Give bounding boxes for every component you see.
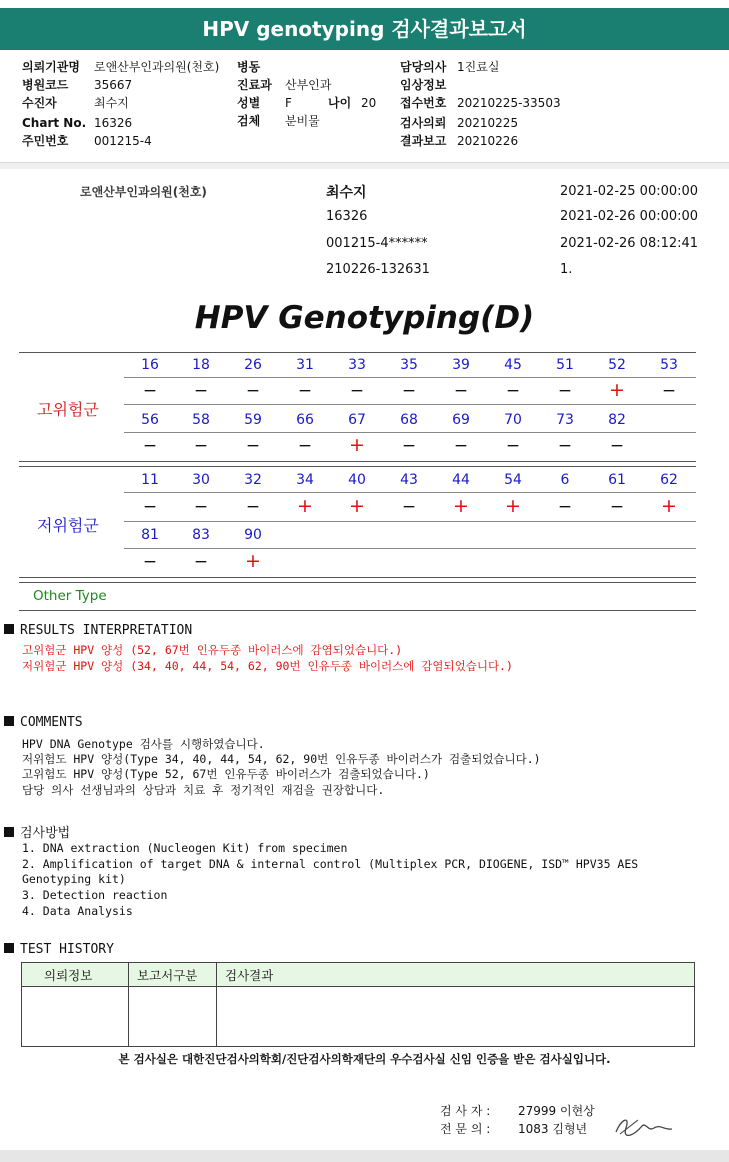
negative-result: − (557, 381, 573, 401)
hpv-type-label: 43 (400, 472, 418, 488)
hpv-type-label: 58 (192, 412, 210, 428)
bullet-square-icon (4, 716, 14, 726)
bottom-band (0, 1150, 729, 1162)
method-line-5: 4. Data Analysis (22, 904, 133, 918)
hpv-type-label: 11 (141, 472, 159, 488)
info-report-date: 결과보고 20210226 (400, 134, 519, 148)
hpv-type-label: 44 (452, 472, 470, 488)
positive-result: + (505, 495, 521, 517)
hpv-type-label: 90 (244, 527, 262, 543)
negative-result: − (661, 381, 677, 401)
hpv-type-label: 53 (660, 357, 678, 373)
hpv-type-label: 32 (244, 472, 262, 488)
hpv-type-label: 45 (504, 357, 522, 373)
signer-specialist: 전 문 의 : 1083 김형년 (440, 1122, 588, 1136)
positive-result: + (453, 495, 469, 517)
test-history-table (21, 962, 695, 1047)
collect-datetime: 2021-02-25 00:00:00 (560, 184, 699, 199)
hpv-type-label: 31 (296, 357, 314, 373)
info-ward: 병동 (237, 60, 261, 74)
high-risk-label: 고위험군 (37, 400, 99, 419)
negative-result: − (401, 497, 417, 517)
grid-line (19, 466, 696, 467)
info-patient-name: 수진자 최수지 (22, 96, 129, 110)
hpv-type-label: 69 (452, 412, 470, 428)
col-request-info: 의뢰정보 (22, 963, 129, 987)
info-clinical: 임상정보 (400, 78, 447, 92)
hpv-type-label: 70 (504, 412, 522, 428)
grid-line (124, 548, 696, 549)
positive-result: + (245, 550, 261, 572)
negative-result: − (557, 497, 573, 517)
method-line-2: 2. Amplification of target DNA & internal control (Multiplex PCR, DIOGENE, ISD™ HPV35 AES (22, 857, 639, 871)
comment-line-1: HPV DNA Genotype 검사를 시행하였습니다. (22, 737, 265, 751)
hpv-type-label: 73 (556, 412, 574, 428)
negative-result: − (557, 436, 573, 456)
hpv-type-label: 33 (348, 357, 366, 373)
positive-result: + (609, 379, 625, 401)
sample-id: 210226-132631 (326, 262, 430, 277)
signer-technician: 검 사 자 : 27999 이현상 (440, 1104, 595, 1118)
grid-line (124, 404, 696, 405)
grid-line (124, 492, 696, 493)
hpv-type-label: 6 (560, 472, 570, 488)
info-institution: 의뢰기관명 로앤산부인과의원(천호) (22, 60, 220, 74)
negative-result: − (142, 552, 158, 572)
hpv-type-label: 51 (556, 357, 574, 373)
hpv-type-label: 40 (348, 472, 366, 488)
other-type-label: Other Type (33, 588, 107, 604)
method-line-3: Genotyping kit) (22, 872, 126, 886)
hpv-type-label: 30 (192, 472, 210, 488)
hpv-type-label: 34 (296, 472, 314, 488)
negative-result: − (245, 497, 261, 517)
table-header-row (22, 963, 695, 987)
info-sex: 성별 F (237, 96, 292, 110)
table-cell (217, 987, 695, 1047)
patient-name: 최수지 (326, 185, 367, 201)
grid-line (19, 577, 696, 578)
results-line-1: 고위험군 HPV 양성 (52, 67번 인유두종 바이러스에 감염되었습니다.) (22, 643, 403, 657)
history-heading: TEST HISTORY (4, 942, 114, 957)
negative-result: − (401, 436, 417, 456)
negative-result: − (453, 381, 469, 401)
info-chart-no: Chart No. 16326 (22, 116, 133, 130)
signature-image (612, 1112, 676, 1140)
negative-result: − (609, 497, 625, 517)
info-hospital-code: 병원코드 35667 (22, 78, 133, 92)
hpv-type-label: 62 (660, 472, 678, 488)
positive-result: + (349, 434, 365, 456)
negative-result: − (245, 436, 261, 456)
grid-line (124, 432, 696, 433)
negative-result: − (193, 381, 209, 401)
negative-result: − (142, 497, 158, 517)
info-age: 나이 20 (328, 96, 377, 110)
negative-result: − (193, 552, 209, 572)
hpv-type-label: 66 (296, 412, 314, 428)
negative-result: − (505, 436, 521, 456)
bullet-square-icon (4, 943, 14, 953)
resident-number: 001215-4****** (326, 236, 428, 251)
positive-result: + (297, 495, 313, 517)
info-receipt-no: 접수번호 20210225-33503 (400, 96, 561, 110)
low-risk-label: 저위험군 (37, 516, 99, 535)
table-cell (22, 987, 129, 1047)
hpv-type-label: 16 (141, 357, 159, 373)
negative-result: − (142, 381, 158, 401)
positive-result: + (349, 495, 365, 517)
hpv-type-label: 52 (608, 357, 626, 373)
negative-result: − (609, 436, 625, 456)
chart-number: 16326 (326, 209, 368, 224)
negative-result: − (193, 436, 209, 456)
divider-band (0, 163, 729, 169)
col-report-type: 보고서구분 (129, 963, 217, 987)
genotyping-title: HPV Genotyping(D) (194, 300, 535, 336)
grid-line (19, 582, 696, 583)
info-department: 진료과 산부인과 (237, 78, 332, 92)
grid-line (124, 521, 696, 522)
hpv-type-label: 39 (452, 357, 470, 373)
report-title-bar (0, 8, 729, 50)
comment-line-4: 담당 의사 선생님과의 상담과 치료 후 정기적인 재검을 권장합니다. (22, 783, 385, 797)
negative-result: − (245, 381, 261, 401)
grid-line (19, 352, 696, 353)
clinic-name: 로앤산부인과의원(천호) (80, 185, 207, 199)
report-datetime: 2021-02-26 08:12:41 (560, 236, 699, 251)
hpv-type-label: 26 (244, 357, 262, 373)
results-line-2: 저위험군 HPV 양성 (34, 40, 44, 54, 62, 90번 인유두종 바이러스에 감염되었습니다.) (22, 659, 513, 673)
negative-result: − (349, 381, 365, 401)
bullet-square-icon (4, 624, 14, 634)
hpv-type-label: 83 (192, 527, 210, 543)
hpv-type-label: 54 (504, 472, 522, 488)
negative-result: − (453, 436, 469, 456)
hpv-type-label: 68 (400, 412, 418, 428)
negative-result: − (401, 381, 417, 401)
hpv-type-label: 35 (400, 357, 418, 373)
comments-heading: COMMENTS (4, 715, 83, 730)
hpv-type-label: 61 (608, 472, 626, 488)
grid-line (19, 610, 696, 611)
hpv-type-label: 59 (244, 412, 262, 428)
page-number: 1. (560, 262, 573, 277)
negative-result: − (297, 381, 313, 401)
negative-result: − (142, 436, 158, 456)
grid-line (19, 461, 696, 462)
info-request-date: 검사의뢰 20210225 (400, 116, 519, 130)
method-line-4: 3. Detection reaction (22, 888, 168, 902)
method-line-1: 1. DNA extraction (Nucleogen Kit) from specimen (22, 841, 348, 855)
hpv-type-label: 82 (608, 412, 626, 428)
hpv-type-label: 18 (192, 357, 210, 373)
table-cell (129, 987, 217, 1047)
accreditation-note: 본 검사실은 대한진단검사의학회/진단검사의학재단의 우수검사실 신임 인증을 받은 검사실입니다. (118, 1052, 611, 1066)
hpv-type-label: 81 (141, 527, 159, 543)
info-doctor: 담당의사 1진료실 (400, 60, 500, 74)
bullet-square-icon (4, 827, 14, 837)
grid-line (124, 377, 696, 378)
method-heading: 검사방법 (4, 822, 70, 841)
receive-datetime: 2021-02-26 00:00:00 (560, 209, 699, 224)
comment-line-2: 저위험도 HPV 양성(Type 34, 40, 44, 54, 62, 90번 인유두종 바이러스가 검출되었습니다.) (22, 752, 541, 766)
comment-line-3: 고위험도 HPV 양성(Type 52, 67번 인유두종 바이러스가 검출되었습니다.) (22, 767, 430, 781)
positive-result: + (661, 495, 677, 517)
results-heading: RESULTS INTERPRETATION (4, 623, 192, 638)
negative-result: − (297, 436, 313, 456)
info-resident-no: 주민번호 001215-4 (22, 134, 152, 148)
hpv-type-label: 56 (141, 412, 159, 428)
info-specimen: 검체 분비물 (237, 114, 320, 128)
col-test-result: 검사결과 (217, 963, 695, 987)
hpv-type-label: 67 (348, 412, 366, 428)
negative-result: − (193, 497, 209, 517)
report-title: HPV genotyping 검사결과보고서 (202, 17, 527, 41)
negative-result: − (505, 381, 521, 401)
table-row (22, 987, 695, 1047)
